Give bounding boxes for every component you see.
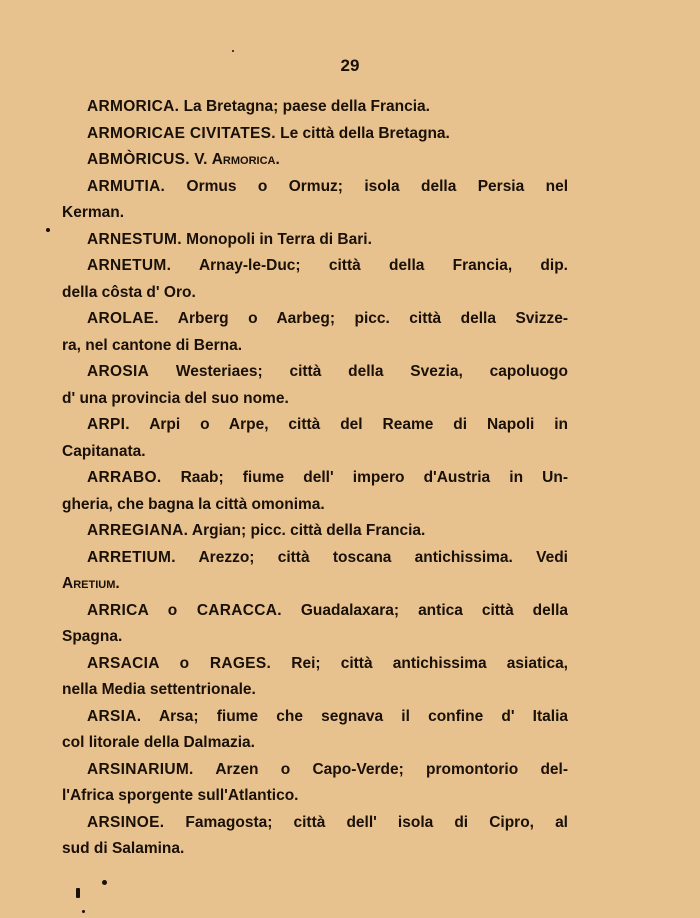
definition: Rei; città antichissima asiatica, [291, 654, 568, 672]
entry-line [62, 757, 568, 784]
definition: Raab; fiume dell' impero d'Austria in Un- [180, 469, 568, 486]
continuation-line: sud di Salamina. [62, 840, 185, 857]
entry-line [62, 306, 568, 333]
print-speck [76, 888, 80, 898]
headword: AROSIA [87, 363, 150, 380]
print-speck [82, 910, 85, 913]
headword: ARMUTIA. [87, 177, 166, 195]
definition: V. [194, 151, 212, 168]
definition: La Bretagna; paese della Francia. [183, 98, 430, 115]
definition: Arpi o Arpe, città del Reame di Napoli in [149, 416, 568, 433]
entry-line [62, 174, 568, 201]
continuation-line: nella Media settentrionale. [62, 681, 256, 698]
entry-line [62, 704, 568, 731]
entry-line [62, 121, 568, 148]
headword: ARRICA o CARACCA. [87, 601, 282, 619]
cross-reference: Armorica. [211, 151, 280, 168]
print-speck [46, 228, 50, 232]
entry-line [62, 810, 568, 837]
continuation-line: Capitanata. [62, 442, 146, 460]
entry-line [62, 518, 568, 545]
headword: ARMORICA. [87, 98, 180, 115]
entry-line [62, 94, 568, 121]
entry-line [62, 412, 568, 439]
print-speck [232, 50, 234, 52]
entry-line [62, 651, 568, 678]
definition: Ormus o Ormuz; isola della Persia nel [186, 177, 568, 195]
headword: ARNESTUM. [87, 230, 182, 248]
headword: ARNETUM. [87, 257, 172, 274]
continuation-line: Kerman. [62, 204, 125, 221]
continuation-line: ra, nel cantone di Berna. [62, 336, 243, 354]
definition: Arzen o Capo-Verde; promontorio del- [215, 760, 568, 778]
continuation-line: d' una provincia del suo nome. [62, 389, 289, 407]
entry-line [62, 545, 568, 572]
definition: Arsa; fiume che segnava il confine d' Italia [158, 707, 568, 725]
entry-line [62, 598, 568, 625]
definition: Monopoli in Terra di Bari. [186, 230, 372, 248]
headword: ABMÒRICUS. [87, 151, 190, 168]
continuation-line: l'Africa sporgente sull'Atlantico. [62, 787, 299, 804]
entry-line [62, 227, 568, 254]
cross-reference: Aretium. [62, 575, 120, 592]
entry-line [62, 359, 568, 386]
headword: AROLAE. [87, 310, 159, 327]
entry-line [62, 465, 568, 492]
dictionary-text [62, 94, 568, 863]
continuation-line: col litorale della Dalmazia. [62, 734, 255, 751]
definition: Arnay-le-Duc; città della Francia, dip. [198, 257, 568, 274]
continuation-line: Spagna. [62, 628, 123, 645]
headword: ARRETIUM. [87, 548, 176, 566]
headword: ARMORICAE CIVITATES. [87, 124, 276, 142]
headword: ARSIA. [87, 707, 142, 725]
headword: ARSINARIUM. [87, 760, 194, 778]
headword: ARREGIANA. [87, 522, 189, 539]
entry-line [62, 253, 568, 280]
continuation-line: della côsta d' Oro. [62, 283, 196, 301]
print-speck [102, 880, 107, 885]
page-number: 29 [340, 56, 360, 75]
entry-line [62, 147, 568, 174]
definition: Guadalaxara; antica città della [300, 601, 568, 619]
definition: Le città della Bretagna. [280, 124, 450, 142]
definition: Arezzo; città toscana antichissima. Vedi [198, 548, 568, 566]
definition: Famagosta; città dell' isola di Cipro, al [185, 813, 568, 831]
definition: Westeriaes; città della Svezia, capoluogo [175, 363, 568, 380]
headword: ARPI. [87, 416, 130, 433]
headword: ARSACIA o RAGES. [87, 654, 272, 672]
headword: ARSINOE. [87, 813, 165, 831]
definition: Argian; picc. città della Francia. [191, 522, 426, 539]
headword: ARRABO. [87, 469, 162, 486]
definition: Arberg o Aarbeg; picc. città della Svizze- [177, 310, 568, 327]
continuation-line: gheria, che bagna la città omonima. [62, 495, 325, 513]
